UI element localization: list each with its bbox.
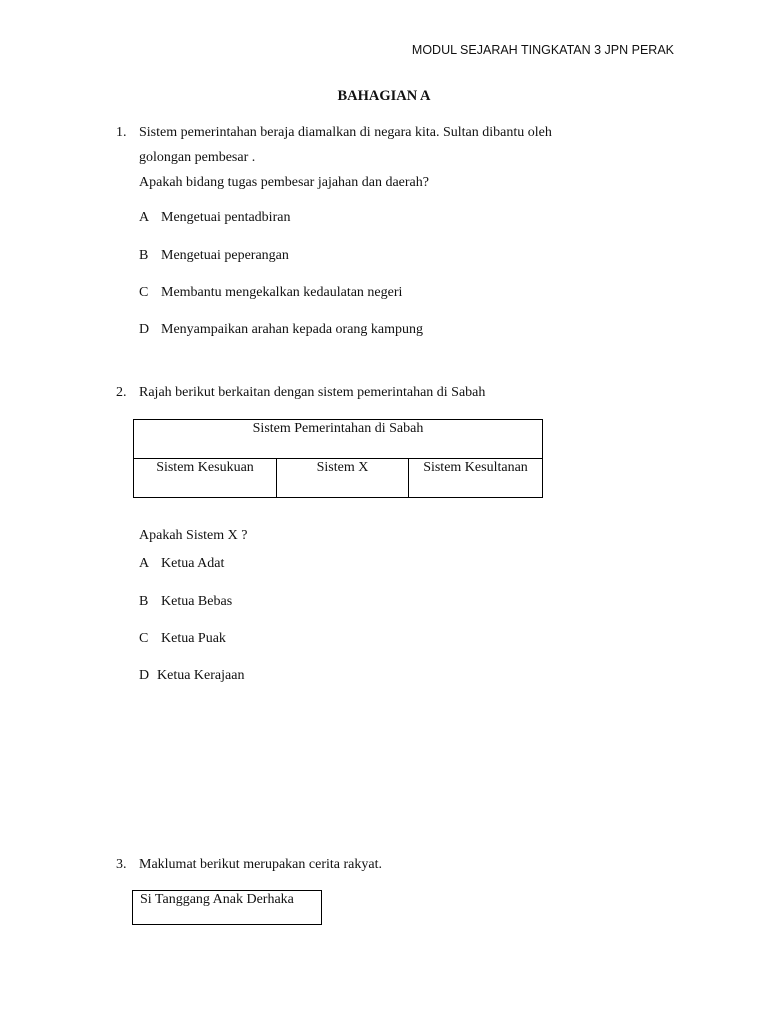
question-3-text: Maklumat berikut merupakan cerita rakyat.	[139, 857, 382, 872]
option-text: Mengetuai pentadbiran	[161, 210, 291, 225]
option-text: Mengetuai peperangan	[161, 248, 289, 263]
option-letter: A	[139, 556, 150, 571]
option-letter: C	[139, 631, 149, 646]
option-text: Ketua Kerajaan	[157, 668, 245, 683]
question-1-text	[139, 120, 552, 195]
option-letter: A	[139, 210, 150, 225]
question-1-option-c	[139, 285, 402, 301]
question-1-line: Apakah bidang tugas pembesar jajahan dan daerah?	[139, 175, 429, 190]
option-text: Ketua Bebas	[161, 594, 233, 609]
option-letter: B	[139, 594, 149, 609]
question-2-option-c	[139, 631, 226, 647]
question-2-option-b	[139, 594, 232, 610]
question-1-option-d	[139, 322, 423, 338]
question-2-option-d	[139, 668, 244, 684]
question-2-option-a	[139, 556, 224, 572]
section-title: BAHAGIAN A	[337, 88, 431, 104]
diagram-cell-sistem-x: Sistem X	[277, 459, 409, 498]
question-2-prompt: Apakah Sistem X ?	[139, 528, 248, 543]
question-1-number: 1.	[116, 125, 127, 140]
option-letter: D	[139, 668, 150, 683]
question-3-number: 3.	[116, 857, 127, 872]
question-1-option-a	[139, 210, 290, 226]
option-letter: D	[139, 322, 150, 337]
option-letter: C	[139, 285, 149, 300]
diagram-title-cell: Sistem Pemerintahan di Sabah	[134, 420, 543, 459]
diagram-cell-kesultanan: Sistem Kesultanan	[409, 459, 543, 498]
page-header: MODUL SEJARAH TINGKATAN 3 JPN PERAK	[411, 43, 674, 57]
question-1-line: golongan pembesar .	[139, 150, 256, 165]
sabah-government-diagram	[133, 419, 543, 498]
option-text: Membantu mengekalkan kedaulatan negeri	[161, 285, 403, 300]
folk-story-box: Si Tanggang Anak Derhaka	[132, 890, 322, 925]
option-text: Menyampaikan arahan kepada orang kampung	[161, 322, 424, 337]
question-2-number: 2.	[116, 385, 127, 400]
question-2-text: Rajah berikut berkaitan dengan sistem pemerintahan di Sabah	[139, 385, 486, 400]
question-1-line: Sistem pemerintahan beraja diamalkan di negara kita. Sultan dibantu oleh	[139, 125, 552, 140]
option-text: Ketua Adat	[161, 556, 225, 571]
option-text: Ketua Puak	[161, 631, 226, 646]
option-letter: B	[139, 248, 149, 263]
diagram-cell-kesukuan: Sistem Kesukuan	[134, 459, 277, 498]
question-1-option-b	[139, 248, 289, 264]
